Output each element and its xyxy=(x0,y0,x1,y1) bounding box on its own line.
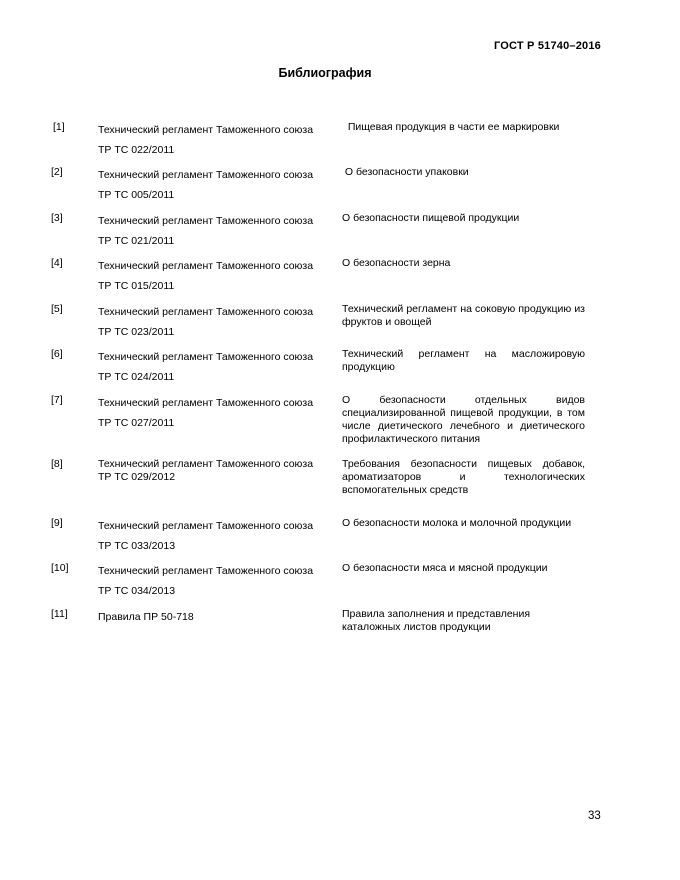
entry-source-line: Технический регламент Таможенного союза xyxy=(98,351,314,363)
page-title: Библиография xyxy=(278,66,372,80)
entry-title: Технический регламент на масложировую продукцию xyxy=(342,348,585,373)
entry-title: О безопасности упаковки xyxy=(342,166,469,178)
entry-title: Требования безопасности пищевых добавок, ароматизаторов и технологических вспомогательных средств xyxy=(342,458,585,496)
entry-number: [7] xyxy=(51,394,63,406)
entry-source-code: ТР ТС 027/2011 xyxy=(98,416,175,429)
entry-number: [9] xyxy=(51,517,63,529)
entry-source-line: Технический регламент Таможенного союза xyxy=(98,215,314,227)
standard-id-header: ГОСТ Р 51740–2016 xyxy=(493,40,601,52)
entry-source xyxy=(98,608,338,628)
entry-source-code: ТР ТС 024/2011 xyxy=(98,370,175,383)
entry-source-line: Технический регламент Таможенного союза xyxy=(98,397,314,409)
entry-source-code: ТР ТС 033/2013 xyxy=(98,539,176,552)
entry-source-line: Технический регламент Таможенного союза xyxy=(98,306,314,318)
entry-title: О безопасности мяса и мясной продукции xyxy=(342,562,548,574)
entry-source xyxy=(98,166,338,205)
entry-source xyxy=(98,517,338,556)
entry-source-line: Правила ПР 50-718 xyxy=(98,611,194,623)
entry-source xyxy=(98,562,338,601)
entry-title: О безопасности отдельных видов специализированной пищевой продукции, в том числе диетического лечебного и диетического профилактического питания xyxy=(342,394,585,445)
entry-number: [5] xyxy=(51,303,63,315)
entry-number: [1] xyxy=(53,121,65,133)
page-number: 33 xyxy=(588,810,601,822)
entry-source-code: ТР ТС 015/2011 xyxy=(98,279,175,292)
entry-source xyxy=(98,121,338,160)
entry-number: [10] xyxy=(51,562,69,574)
entry-number: [4] xyxy=(51,257,63,269)
entry-title: Технический регламент на соковую продукцию из фруктов и овощей xyxy=(342,303,585,328)
entry-source xyxy=(98,394,338,433)
entry-source-code: ТР ТС 034/2013 xyxy=(98,584,176,597)
entry-source-code: ТР ТС 022/2011 xyxy=(98,143,175,156)
entry-title: Пищевая продукция в части ее маркировки xyxy=(342,121,560,133)
entry-source-code: ТР ТС 023/2011 xyxy=(98,325,175,338)
entry-source xyxy=(98,257,338,296)
entry-source xyxy=(98,348,338,387)
entry-title: Правила заполнения и представления каталожных листов продукции xyxy=(342,608,531,633)
entry-source-code: ТР ТС 021/2011 xyxy=(98,234,175,247)
entry-number: [2] xyxy=(51,166,63,178)
entry-source-line: Технический регламент Таможенного союза xyxy=(98,565,314,577)
entry-source-line: Технический регламент Таможенного союза xyxy=(98,124,314,136)
entry-source xyxy=(98,458,338,484)
entry-number: [3] xyxy=(51,212,63,224)
entry-title: О безопасности зерна xyxy=(342,257,451,269)
entry-source-line: Технический регламент Таможенного союза xyxy=(98,169,314,181)
entry-source-line: Технический регламент Таможенного союза xyxy=(98,458,314,470)
entry-source-line: Технический регламент Таможенного союза xyxy=(98,520,314,532)
entry-source xyxy=(98,212,338,251)
entry-source xyxy=(98,303,338,342)
entry-number: [11] xyxy=(51,608,68,620)
entry-title: О безопасности пищевой продукции xyxy=(342,212,520,224)
entry-source-line: Технический регламент Таможенного союза xyxy=(98,260,314,272)
entry-number: [8] xyxy=(51,458,63,470)
entry-source-code: ТР ТС 005/2011 xyxy=(98,188,175,201)
entry-number: [6] xyxy=(51,348,63,360)
entry-source-code: ТР ТС 029/2012 xyxy=(98,471,176,483)
entry-title: О безопасности молока и молочной продукции xyxy=(342,517,572,529)
